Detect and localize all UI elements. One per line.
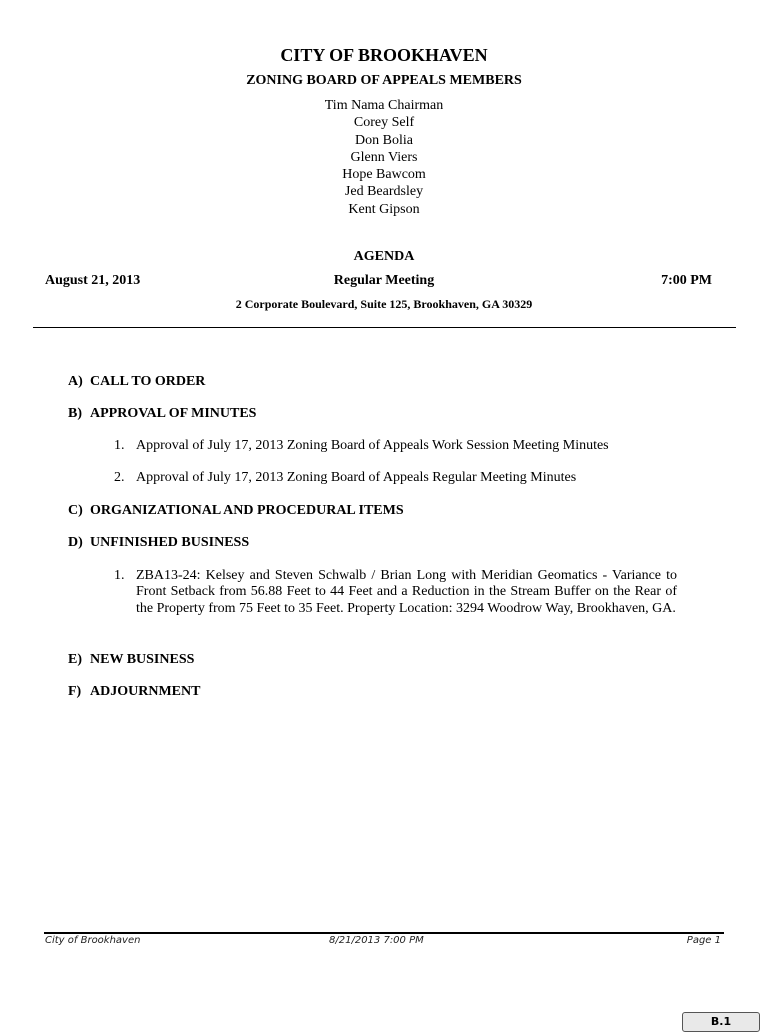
page-tab: B.1 bbox=[682, 1012, 760, 1032]
section-title: CALL TO ORDER bbox=[90, 374, 206, 389]
section-adjournment bbox=[68, 684, 200, 700]
agenda-label: AGENDA bbox=[353, 249, 415, 264]
section-letter: C) bbox=[68, 503, 83, 518]
footer-date: 8/21/2013 7:00 PM bbox=[329, 935, 424, 946]
item-text: Approval of July 17, 2013 Zoning Board of Appeals Regular Meeting Minutes bbox=[136, 470, 577, 485]
meeting-type: Regular Meeting bbox=[333, 273, 435, 288]
item-number: 1. bbox=[114, 438, 125, 453]
section-letter: A) bbox=[68, 374, 83, 389]
member-name: Corey Self bbox=[353, 115, 415, 131]
item-number: 1. bbox=[114, 568, 125, 583]
section-title: APPROVAL OF MINUTES bbox=[90, 406, 257, 421]
section-approval-of-minutes bbox=[68, 406, 256, 422]
member-name: Glenn Viers bbox=[350, 149, 418, 165]
agenda-item bbox=[114, 568, 677, 617]
item-number: 2. bbox=[114, 470, 125, 485]
item-text: Approval of July 17, 2013 Zoning Board of Appeals Work Session Meeting Minutes bbox=[136, 438, 609, 453]
section-title: ORGANIZATIONAL AND PROCEDURAL ITEMS bbox=[90, 503, 404, 518]
section-letter: B) bbox=[68, 406, 82, 421]
footer-organization: City of Brookhaven bbox=[45, 935, 141, 946]
section-title: NEW BUSINESS bbox=[90, 652, 195, 667]
member-name: Jed Beardsley bbox=[344, 184, 424, 200]
section-title: UNFINISHED BUSINESS bbox=[90, 535, 250, 550]
section-letter: E) bbox=[68, 652, 82, 667]
meeting-date: August 21, 2013 bbox=[45, 273, 141, 288]
section-unfinished-business bbox=[68, 535, 249, 551]
member-name: Tim Nama Chairman bbox=[324, 98, 444, 113]
board-title: ZONING BOARD OF APPEALS MEMBERS bbox=[246, 73, 522, 88]
section-title: ADJOURNMENT bbox=[90, 684, 201, 699]
footer-page-number: Page 1 bbox=[686, 935, 721, 946]
footer-divider bbox=[44, 932, 724, 934]
document-title: CITY OF BROOKHAVEN bbox=[280, 45, 488, 65]
meeting-time: 7:00 PM bbox=[661, 273, 712, 288]
member-name: Kent Gipson bbox=[348, 201, 420, 217]
item-text: ZBA13-24: Kelsey and Steven Schwalb / Brian Long with Meridian Geomatics - Variance to Front Setback from 56.88 Feet to 44 Feet and a Reduction in the Stream Buffer on the Rear of the Property from 75 Feet to 35 Feet. Property Location: 3294 Woodrow Way, Brookhaven, GA. bbox=[136, 568, 677, 616]
section-letter: F) bbox=[68, 684, 82, 699]
member-name: Hope Bawcom bbox=[342, 167, 426, 183]
section-call-to-order bbox=[68, 374, 205, 390]
section-organizational-items bbox=[68, 503, 404, 519]
section-new-business bbox=[68, 652, 194, 668]
agenda-item bbox=[114, 438, 677, 454]
agenda-item bbox=[114, 470, 677, 486]
member-name: Don Bolia bbox=[355, 132, 413, 148]
section-letter: D) bbox=[68, 535, 83, 550]
meeting-address: 2 Corporate Boulevard, Suite 125, Brookhaven, GA 30329 bbox=[235, 297, 533, 311]
member-list bbox=[0, 97, 768, 218]
header-divider bbox=[33, 327, 736, 328]
